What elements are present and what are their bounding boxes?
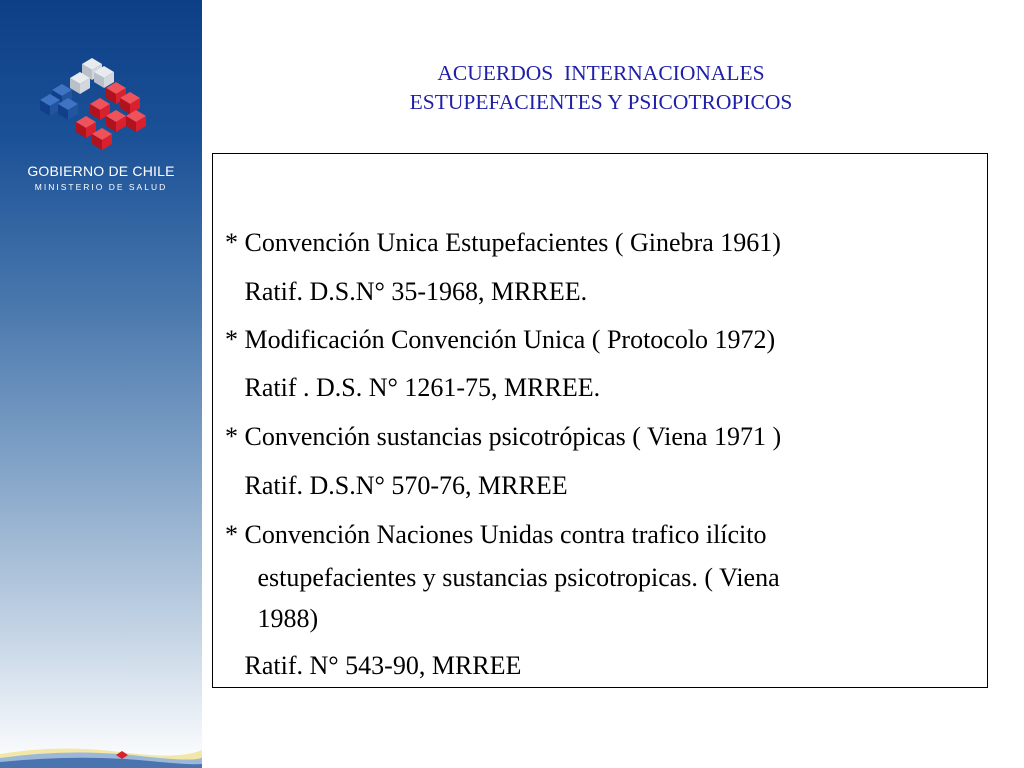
list-item: * Convención sustancias psicotrópicas ( Viena 1971 ) (225, 422, 782, 451)
list-item: estupefacientes y sustancias psicotropicas. ( Viena (225, 563, 780, 592)
list-item: * Convención Naciones Unidas contra trafico ilícito (225, 520, 767, 549)
list-item: Ratif. N° 543-90, MRREE (225, 651, 522, 680)
list-item: Ratif. D.S.N° 570-76, MRREE (225, 471, 568, 500)
slide-title-line-1: ACUERDOS INTERNACIONALES (437, 61, 765, 85)
list-item: 1988) (225, 604, 319, 633)
slide-title (212, 59, 990, 117)
ministry-name: MINISTERIO DE SALUD (34, 182, 168, 192)
chile-cube-logo-icon (40, 54, 152, 158)
list-item: * Modificación Convención Unica ( Protocolo 1972) (225, 325, 776, 354)
footer-landscape-icon (0, 740, 202, 768)
list-item: * Convención Unica Estupefacientes ( Ginebra 1961) (225, 228, 781, 257)
sidebar-banner (0, 0, 202, 768)
list-item: Ratif. D.S.N° 35-1968, MRREE. (225, 277, 588, 306)
slide-title-line-2: ESTUPEFACIENTES Y PSICOTROPICOS (409, 90, 793, 114)
government-name: GOBIERNO DE CHILE (27, 163, 175, 179)
content-box (212, 153, 988, 688)
list-item: Ratif . D.S. N° 1261-75, MRREE. (225, 373, 601, 402)
